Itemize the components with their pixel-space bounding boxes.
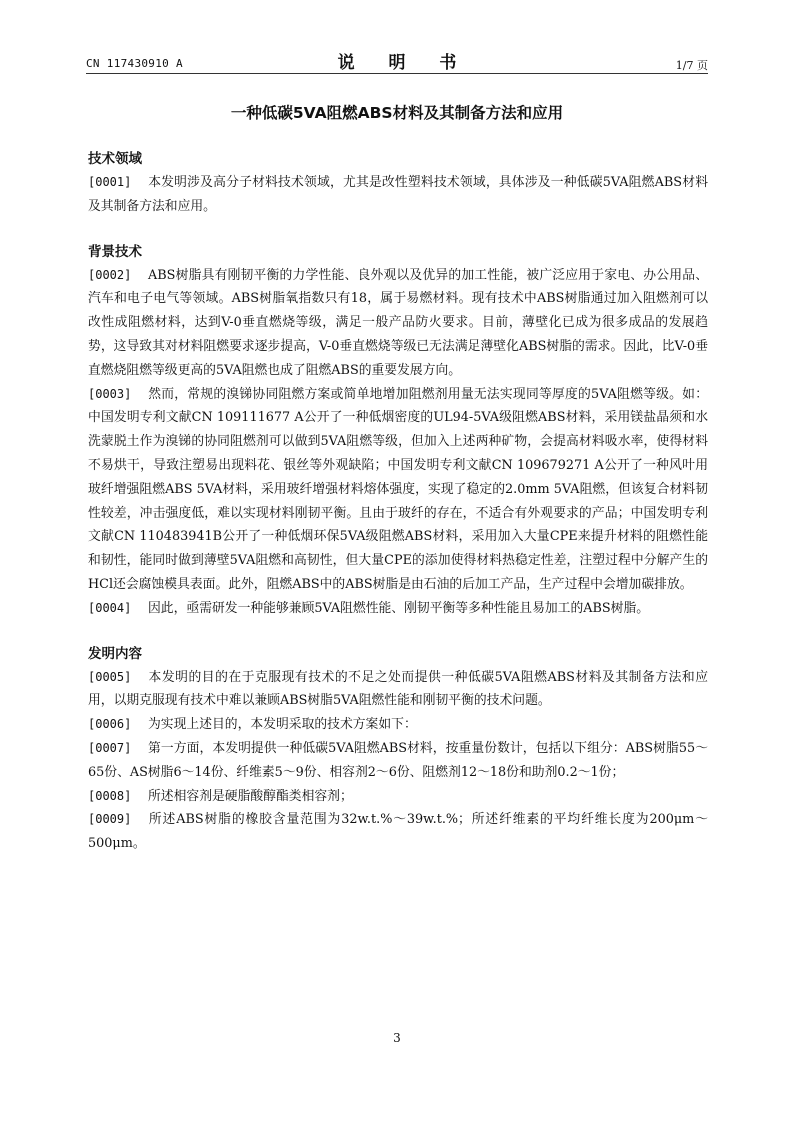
paragraph-number: [0002] (88, 267, 132, 282)
header-divider (86, 73, 708, 74)
paragraph (88, 808, 708, 856)
document-body (88, 147, 708, 877)
paragraph-number: [0007] (88, 740, 132, 755)
paragraph-number: [0001] (88, 175, 132, 189)
section-background (88, 240, 708, 621)
section-heading: 技术领域 (88, 151, 142, 167)
paragraph (88, 597, 708, 621)
paragraph-number: [0009] (88, 812, 132, 827)
paragraph (88, 666, 708, 714)
paragraph (88, 383, 708, 597)
page-number: 3 (393, 1031, 401, 1045)
page-info: 1/7 页 (675, 59, 708, 72)
paragraph-text: 所述相容剂是硬脂酸醇酯类相容剂； (148, 788, 353, 804)
paragraph-number: [0003] (88, 386, 132, 401)
paragraph-text: 然而，常规的溴锑协同阻燃方案或简单地增加阻燃剂用量无法实现同等厚度的5VA阻燃等级。如：中国发明专利文献CN 109111677 A公开了一种低烟密度的UL94-5VA级阻燃ABS材料，采用镁盐晶须和水洗蒙脱土作为溴锑的协同阻燃剂可以做到5VA阻燃等级，但加入上述两种矿物，会提高材料吸水率，使得材料不易烘干，导致注塑易出现料花、银丝等外观缺陷；中国发明专利文献CN 109679271 A公开了一种风叶用玻纤增强阻燃ABS 5VA材料，采用玻纤增强材料熔体强度，实现了稳定的2.0mm 5VA阻燃，但该复合材料韧性较差，冲击强度低，难以实现材料刚韧平衡。且由于玻纤的存在，不适合有外观要求的产品；中国发明专利文献CN 110483941B公开了一种低烟环保5VA级阻燃ABS材料，采用加入大量CPE来提升材料的阻燃性能和韧性，能同时做到薄壁5VA阻燃和高韧性，但大量CPE的添加使得材料热稳定性差，注塑过程中分解产生的HCl还会腐蚀模具表面。此外，阻燃ABS中的ABS树脂是由石油的后加工产品，生产过程中会增加碳排放。 (88, 386, 708, 592)
paragraph (88, 171, 708, 219)
paragraph-text: 所述ABS树脂的橡胶含量范围为32w.t.%～39w.t.%；所述纤维素的平均纤维长度为200μm～500μm。 (88, 812, 708, 852)
section-invention-content (88, 642, 708, 856)
paragraph-text: 本发明的目的在于克服现有技术的不足之处而提供一种低碳5VA阻燃ABS材料及其制备方法和应用，以期克服现有技术中难以兼顾ABS树脂5VA阻燃性能和刚韧平衡的技术问题。 (88, 669, 708, 709)
page-header (86, 44, 708, 74)
paragraph (88, 785, 708, 809)
paragraph-number: [0008] (88, 788, 132, 803)
paragraph-text: 本发明涉及高分子材料技术领域，尤其是改性塑料技术领域，具体涉及一种低碳5VA阻燃ABS材料及其制备方法和应用。 (88, 175, 708, 214)
paragraph (88, 264, 708, 383)
paragraph (88, 713, 708, 737)
section-heading: 背景技术 (88, 243, 142, 260)
paragraph-number: [0005] (88, 669, 132, 684)
section-technical-field (88, 147, 708, 219)
paragraph-text: 第一方面，本发明提供一种低碳5VA阻燃ABS材料，按重量份数计，包括以下组分：ABS树脂55～65份、AS树脂6～14份、纤维素5～9份、相容剂2～6份、阻燃剂12～18份和助剂0.2～1份； (88, 740, 708, 780)
paragraph (88, 737, 708, 785)
paragraph-text: 因此，亟需研发一种能够兼顾5VA阻燃性能、刚韧平衡等多种性能且易加工的ABS树脂。 (148, 600, 650, 616)
doc-number: CN 117430910 A (86, 57, 183, 70)
header-title: 说 明 书 (337, 53, 471, 73)
paragraph-text: ABS树脂具有刚韧平衡的力学性能、良外观以及优异的加工性能，被广泛应用于家电、办公用品、汽车和电子电气等领域。ABS树脂氧指数只有18，属于易燃材料。现有技术中ABS树脂通过加入阻燃剂可以改性成阻燃材料，达到V-0垂直燃烧等级，满足一般产品防火要求。目前，薄壁化已成为很多成品的发展趋势，这导致其对材料阻燃要求逐步提高，V-0垂直燃烧等级已无法满足薄壁化ABS树脂的需求。因此，比V-0垂直燃烧阻燃等级更高的5VA阻燃也成了阻燃ABS的重要发展方向。 (88, 267, 708, 378)
section-heading: 发明内容 (88, 645, 142, 662)
paragraph-text: 为实现上述目的，本发明采取的技术方案如下： (148, 717, 417, 733)
paragraph-number: [0006] (88, 717, 132, 732)
document-title: 一种低碳5VA阻燃ABS材料及其制备方法和应用 (230, 104, 564, 122)
paragraph-number: [0004] (88, 600, 132, 615)
